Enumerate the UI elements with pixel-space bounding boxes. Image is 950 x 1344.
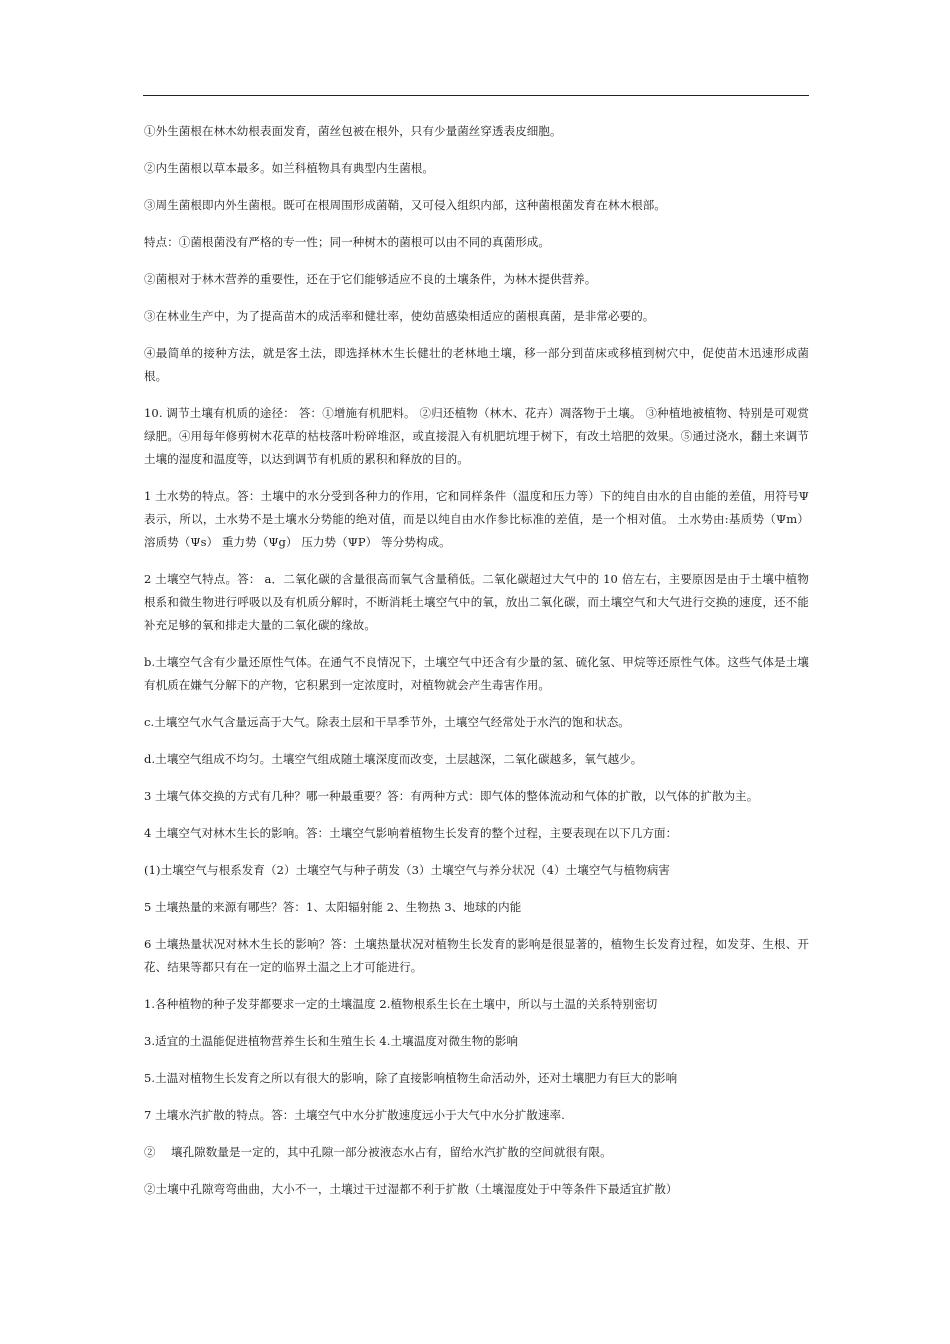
paragraph-18: 6 土壤热量状况对林木生长的影响？答：土壤热量状况对植物生长发育的影响是很显著的，植物生长发育过程，如发芽、生根、开花、结果等都只有在一定的临界土温之上才可能进行。	[144, 937, 809, 974]
paragraph-8: 10. 调节土壤有机质的途径： 答：①增施有机肥料。 ②归还植物（林木、花卉）凋落物于土壤。 ③种植地被植物、特别是可观赏绿肥。④用每年修剪树木花草的枯枝落叶粉碎堆沤，或直接混入有机肥坑埋于树下，有改土培肥的效果。⑤通过浇水，翻土来调节土壤的湿度和温度等，以达到调节有机质的累积和释放的目的。	[144, 406, 809, 466]
paragraph-2: ②内生菌根以草本最多。如兰科植物具有典型内生菌根。	[144, 161, 434, 175]
paragraph-19: 1.各种植物的种子发芽都要求一定的土壤温度 2.植物根系生长在土壤中，所以与土温的关系特别密切	[144, 997, 658, 1011]
paragraph-11: b.土壤空气含有少量还原性气体。在通气不良情况下，土壤空气中还含有少量的氢、硫化氢、甲烷等还原性气体。这些气体是土壤有机质在嫌气分解下的产物，它积累到一定浓度时，对植物就会产生毒害作用。	[144, 655, 809, 692]
paragraph-10: 2 土壤空气特点。答： a．二氧化碳的含量很高而氧气含量稍低。二氧化碳超过大气中的 10 倍左右，主要原因是由于土壤中植物根系和微生物进行呼吸以及有机质分解时，不断消耗土壤空气中的氧，放出二氧化碳，而土壤空气和大气进行交换的速度，还不能补充足够的氧和排走大量的二氧化碳的缘故。	[144, 572, 809, 632]
paragraph-23: ② 壤孔隙数量是一定的，其中孔隙一部分被液态水占有，留给水汽扩散的空间就很有限。	[144, 1145, 612, 1159]
paragraph-1: ①外生菌根在林木幼根表面发育，菌丝包被在根外，只有少量菌丝穿透表皮细胞。	[144, 124, 562, 138]
paragraph-6: ③在林业生产中，为了提高苗木的成活率和健壮率，使幼苗感染相适应的菌根真菌，是非常必要的。	[144, 309, 655, 323]
paragraph-5: ②菌根对于林木营养的重要性，还在于它们能够适应不良的土壤条件，为林木提供营养。	[144, 272, 597, 286]
paragraph-16: (1)土壤空气与根系发育（2）土壤空气与种子萌发（3）土壤空气与养分状况（4）土壤空气与植物病害	[144, 863, 671, 877]
paragraph-22: 7 土壤水汽扩散的特点。答：土壤空气中水分扩散速度远小于大气中水分扩散速率.	[144, 1108, 565, 1122]
paragraph-9: 1 土水势的特点。答：土壤中的水分受到各种力的作用，它和同样条件（温度和压力等）下的纯自由水的自由能的差值，用符号Ψ表示，所以，土水势不是土壤水分势能的绝对值，而是以纯自由水作参比标准的差值，是一个相对值。 土水势由:基质势（Ψm） 溶质势（Ψs） 重力势（Ψg） 压力势（ΨP） 等分势构成。	[144, 489, 809, 549]
paragraph-24: ②土壤中孔隙弯弯曲曲，大小不一，土壤过干过湿都不利于扩散（土壤湿度处于中等条件下最适宜扩散）	[144, 1182, 678, 1196]
paragraph-13: d.土壤空气组成不均匀。土壤空气组成随土壤深度而改变，土层越深，二氧化碳越多，氧气越少。	[144, 752, 643, 766]
paragraph-20: 3.适宜的土温能促进植物营养生长和生殖生长 4.土壤温度对微生物的影响	[144, 1034, 519, 1048]
paragraph-7: ④最简单的接种方法，就是客土法，即选择林木生长健壮的老林地土壤，移一部分到苗床或移植到树穴中，促使苗木迅速形成菌根。	[144, 346, 809, 383]
document-body	[144, 120, 809, 1215]
paragraph-14: 3 土壤气体交换的方式有几种？哪一种最重要？答：有两种方式：即气体的整体流动和气体的扩散，以气体的扩散为主。	[144, 789, 759, 803]
paragraph-15: 4 土壤空气对林木生长的影响。答：土壤空气影响着植物生长发育的整个过程，主要表现在以下几方面：	[144, 826, 678, 840]
header-rule	[143, 95, 809, 96]
paragraph-12: c.土壤空气水气含量远高于大气。除表土层和干旱季节外，土壤空气经常处于水汽的饱和状态。	[144, 715, 630, 729]
paragraph-21: 5.土温对植物生长发育之所以有很大的影响，除了直接影响植物生命活动外，还对土壤肥力有巨大的影响	[144, 1071, 678, 1085]
paragraph-17: 5 土壤热量的来源有哪些？答：1、太阳辐射能 2、生物热 3、地球的内能	[144, 900, 522, 914]
paragraph-3: ③周生菌根即内外生菌根。既可在根周围形成菌鞘，又可侵入组织内部，这种菌根菌发育在林木根部。	[144, 198, 666, 212]
paragraph-4: 特点：①菌根菌没有严格的专一性；同一种树木的菌根可以由不同的真菌形成。	[144, 235, 550, 249]
